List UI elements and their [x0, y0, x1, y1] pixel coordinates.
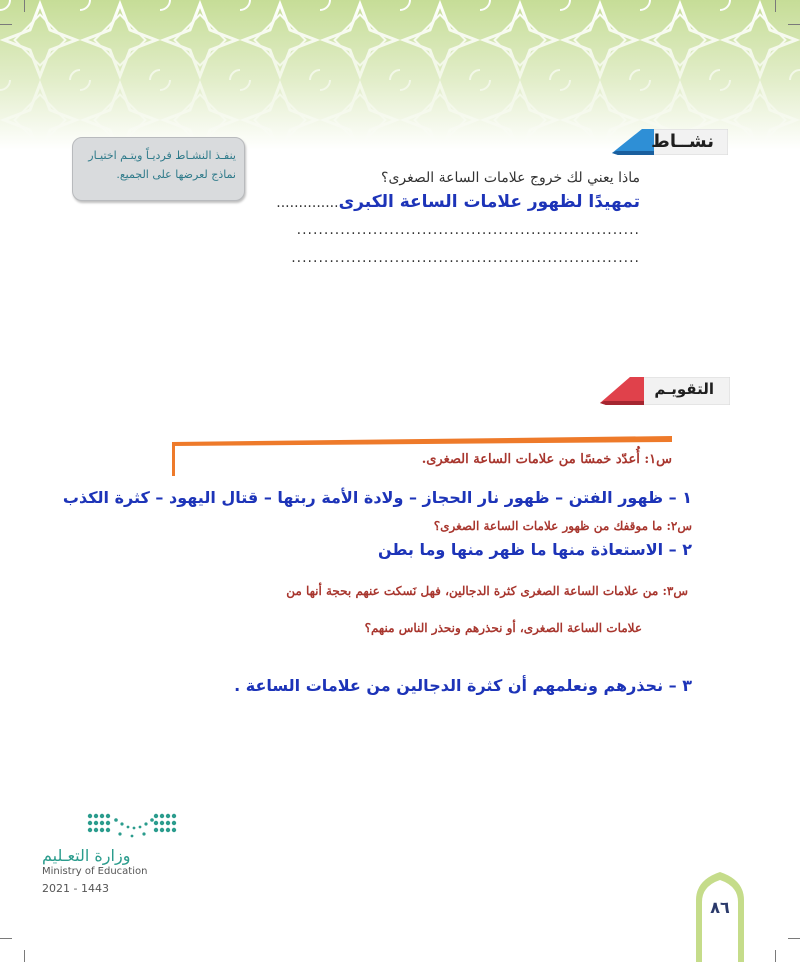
answer-blank-line: ................................................................: [291, 250, 640, 266]
ministry-name-arabic: وزارة التعـليم: [42, 846, 131, 865]
activity-answer: [276, 192, 640, 212]
ministry-logo-icon: [86, 810, 178, 844]
answer-dots: ..............: [276, 195, 339, 211]
evaluation-answer-3: ٣ – نحذرهم ونعلمهم أن كثرة الدجالين من علامات الساعة .: [234, 676, 692, 695]
evaluation-question-3-line-1: س٣: من علامات الساعة الصغرى كثرة الدجالين، فهل نَسكت عنهم بحجة أنها من: [286, 584, 688, 598]
decorative-pattern-banner: [0, 0, 800, 150]
instruction-note-box: [72, 137, 245, 201]
crop-mark: [24, 950, 25, 962]
crop-mark: [788, 24, 800, 25]
evaluation-answer-1: ١ – ظهور الفتن – ظهور نار الحجاز – ولادة الأمة ربتها – قتال اليهود – كثرة الكذب: [62, 488, 692, 507]
activity-heading: نشــاط: [651, 131, 714, 152]
crop-mark: [775, 950, 776, 962]
crop-mark: [788, 938, 800, 939]
crop-mark: [24, 0, 25, 12]
activity-question: ماذا يعني لك خروج علامات الساعة الصغرى؟: [381, 170, 640, 186]
evaluation-question-3-line-2: علامات الساعة الصغرى، أو نحذرهم ونحذر الناس منهم؟: [364, 621, 642, 635]
page-number: ٨٦: [710, 898, 730, 917]
ministry-year: 2021 - 1443: [42, 882, 109, 895]
evaluation-question-2: س٢: ما موقفك من ظهور علامات الساعة الصغرى؟: [433, 519, 692, 533]
evaluation-question-1: س١: أُعدّد خمسًا من علامات الساعة الصغرى.: [421, 452, 672, 467]
crop-mark: [775, 0, 776, 12]
crop-mark: [0, 938, 12, 939]
ministry-name-english: Ministry of Education: [42, 866, 148, 877]
crop-mark: [0, 24, 12, 25]
evaluation-answer-2: ٢ – الاستعاذة منها ما ظهر منها وما بطن: [377, 540, 692, 559]
activity-answer-text: تمهيدًا لظهور علامات الساعة الكبرى: [338, 192, 640, 212]
answer-blank-line: ...............................................................: [296, 222, 640, 238]
instruction-note-text: ينفـذ النشـاط فرديـاً ويتـم اختيـار نماذج لعرضها على الجميع.: [88, 149, 236, 181]
evaluation-heading: التقويـم: [654, 380, 714, 398]
